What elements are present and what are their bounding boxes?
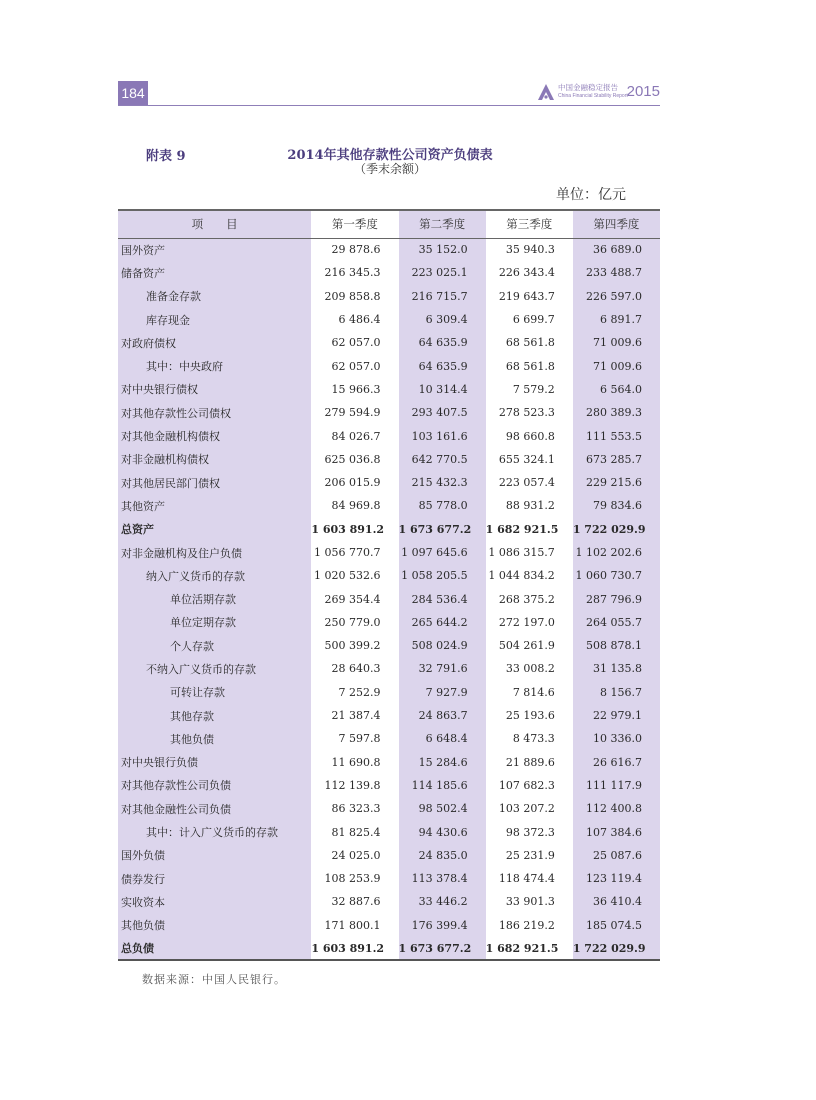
table-row <box>118 378 660 401</box>
row-label: 其中：中央政府 <box>118 354 311 377</box>
cell-q1: 269 354.4 <box>311 587 398 610</box>
table-row <box>118 611 660 634</box>
cell-q1: 1 603 891.2 <box>311 937 398 960</box>
cell-q1: 206 015.9 <box>311 471 398 494</box>
cell-q1: 32 887.6 <box>311 890 398 913</box>
cell-q1: 625 036.8 <box>311 448 398 471</box>
table-row <box>118 890 660 913</box>
cell-q1: 500 399.2 <box>311 634 398 657</box>
cell-q2: 1 673 677.2 <box>399 518 486 541</box>
cell-q4: 10 336.0 <box>573 727 660 750</box>
cell-q1: 86 323.3 <box>311 797 398 820</box>
cell-q3: 272 197.0 <box>486 611 573 634</box>
table-row <box>118 681 660 704</box>
cell-q1: 209 858.8 <box>311 285 398 308</box>
column-header: 项 目 <box>118 210 311 238</box>
row-label: 个人存款 <box>118 634 311 657</box>
cell-q2: 215 432.3 <box>399 471 486 494</box>
cell-q3: 98 372.3 <box>486 820 573 843</box>
balance-sheet-table <box>118 209 660 961</box>
cell-q3: 103 207.2 <box>486 797 573 820</box>
row-label: 对政府债权 <box>118 331 311 354</box>
cell-q4: 25 087.6 <box>573 844 660 867</box>
table-row <box>118 308 660 331</box>
cell-q3: 186 219.2 <box>486 914 573 937</box>
cell-q2: 114 185.6 <box>399 774 486 797</box>
unit-label: 单位：亿元 <box>556 187 626 203</box>
cell-q4: 1 060 730.7 <box>573 564 660 587</box>
table-row <box>118 564 660 587</box>
table-row <box>118 401 660 424</box>
cell-q2: 1 673 677.2 <box>399 937 486 960</box>
cell-q4: 280 389.3 <box>573 401 660 424</box>
table-row <box>118 820 660 843</box>
cell-q2: 265 644.2 <box>399 611 486 634</box>
cell-q1: 1 056 770.7 <box>311 541 398 564</box>
cell-q2: 64 635.9 <box>399 354 486 377</box>
table-row <box>118 797 660 820</box>
cell-q3: 655 324.1 <box>486 448 573 471</box>
cell-q4: 6 564.0 <box>573 378 660 401</box>
table-row <box>118 448 660 471</box>
cell-q3: 33 901.3 <box>486 890 573 913</box>
cell-q2: 176 399.4 <box>399 914 486 937</box>
cell-q3: 8 473.3 <box>486 727 573 750</box>
row-label: 对其他金融性公司负债 <box>118 797 311 820</box>
cell-q4: 6 891.7 <box>573 308 660 331</box>
cell-q3: 21 889.6 <box>486 751 573 774</box>
row-label: 国外资产 <box>118 238 311 261</box>
cell-q3: 33 008.2 <box>486 657 573 680</box>
cell-q2: 98 502.4 <box>399 797 486 820</box>
row-label: 对其他金融机构债权 <box>118 424 311 447</box>
column-header: 第一季度 <box>311 210 398 238</box>
cell-q3: 6 699.7 <box>486 308 573 331</box>
cell-q2: 7 927.9 <box>399 681 486 704</box>
cell-q4: 1 722 029.9 <box>573 937 660 960</box>
row-label: 单位活期存款 <box>118 587 311 610</box>
table-row <box>118 867 660 890</box>
row-label: 单位定期存款 <box>118 611 311 634</box>
row-label: 不纳入广义货币的存款 <box>118 657 311 680</box>
row-label: 对中央银行负债 <box>118 751 311 774</box>
row-label: 其他负债 <box>118 914 311 937</box>
logo-en-text: China Financial Stability Report <box>558 93 628 99</box>
cell-q3: 118 474.4 <box>486 867 573 890</box>
logo-year: 2015 <box>626 83 660 100</box>
cell-q1: 62 057.0 <box>311 354 398 377</box>
table-row <box>118 424 660 447</box>
row-label: 其中：计入广义货币的存款 <box>118 820 311 843</box>
cell-q3: 226 343.4 <box>486 261 573 284</box>
cell-q1: 21 387.4 <box>311 704 398 727</box>
cell-q4: 36 410.4 <box>573 890 660 913</box>
cell-q1: 28 640.3 <box>311 657 398 680</box>
table-row <box>118 518 660 541</box>
cell-q1: 1 603 891.2 <box>311 518 398 541</box>
cell-q1: 6 486.4 <box>311 308 398 331</box>
cell-q2: 508 024.9 <box>399 634 486 657</box>
row-label: 准备金存款 <box>118 285 311 308</box>
cell-q3: 68 561.8 <box>486 354 573 377</box>
cell-q4: 123 119.4 <box>573 867 660 890</box>
table-row <box>118 914 660 937</box>
cell-q1: 81 825.4 <box>311 820 398 843</box>
cell-q1: 7 252.9 <box>311 681 398 704</box>
cell-q4: 36 689.0 <box>573 238 660 261</box>
table-row <box>118 844 660 867</box>
table-row <box>118 541 660 564</box>
table-row <box>118 774 660 797</box>
cell-q4: 673 285.7 <box>573 448 660 471</box>
table-row <box>118 285 660 308</box>
cell-q4: 229 215.6 <box>573 471 660 494</box>
column-header: 第四季度 <box>573 210 660 238</box>
table-row <box>118 727 660 750</box>
table-row <box>118 471 660 494</box>
cell-q1: 216 345.3 <box>311 261 398 284</box>
cell-q4: 185 074.5 <box>573 914 660 937</box>
cell-q4: 111 117.9 <box>573 774 660 797</box>
cell-q2: 103 161.6 <box>399 424 486 447</box>
cell-q4: 71 009.6 <box>573 331 660 354</box>
cell-q4: 79 834.6 <box>573 494 660 517</box>
table-header-row <box>118 210 660 238</box>
cell-q3: 504 261.9 <box>486 634 573 657</box>
cell-q1: 11 690.8 <box>311 751 398 774</box>
cell-q3: 278 523.3 <box>486 401 573 424</box>
cell-q1: 15 966.3 <box>311 378 398 401</box>
cell-q2: 15 284.6 <box>399 751 486 774</box>
row-label: 对非金融机构及住户负债 <box>118 541 311 564</box>
cell-q2: 293 407.5 <box>399 401 486 424</box>
table-row <box>118 937 660 960</box>
cell-q4: 233 488.7 <box>573 261 660 284</box>
cell-q2: 216 715.7 <box>399 285 486 308</box>
cell-q2: 94 430.6 <box>399 820 486 843</box>
cell-q2: 113 378.4 <box>399 867 486 890</box>
row-label: 储备资产 <box>118 261 311 284</box>
table-row <box>118 634 660 657</box>
cell-q1: 84 969.8 <box>311 494 398 517</box>
cell-q1: 7 597.8 <box>311 727 398 750</box>
cell-q4: 1 722 029.9 <box>573 518 660 541</box>
table-row <box>118 657 660 680</box>
cell-q2: 24 835.0 <box>399 844 486 867</box>
cell-q3: 98 660.8 <box>486 424 573 447</box>
cell-q1: 250 779.0 <box>311 611 398 634</box>
cell-q3: 1 086 315.7 <box>486 541 573 564</box>
cell-q4: 8 156.7 <box>573 681 660 704</box>
table-row <box>118 354 660 377</box>
table-row <box>118 751 660 774</box>
table-subtitle: （季末余额） <box>353 162 426 176</box>
cell-q2: 223 025.1 <box>399 261 486 284</box>
cell-q4: 1 102 202.6 <box>573 541 660 564</box>
cell-q3: 1 682 921.5 <box>486 518 573 541</box>
cell-q1: 84 026.7 <box>311 424 398 447</box>
cell-q3: 223 057.4 <box>486 471 573 494</box>
column-header: 第三季度 <box>486 210 573 238</box>
cell-q4: 112 400.8 <box>573 797 660 820</box>
cell-q1: 62 057.0 <box>311 331 398 354</box>
cell-q1: 1 020 532.6 <box>311 564 398 587</box>
cell-q2: 32 791.6 <box>399 657 486 680</box>
cell-q1: 24 025.0 <box>311 844 398 867</box>
cell-q1: 108 253.9 <box>311 867 398 890</box>
row-label: 对非金融机构债权 <box>118 448 311 471</box>
cell-q1: 171 800.1 <box>311 914 398 937</box>
cell-q2: 64 635.9 <box>399 331 486 354</box>
cell-q2: 24 863.7 <box>399 704 486 727</box>
cell-q3: 7 814.6 <box>486 681 573 704</box>
appendix-label: 附表 9 <box>146 149 186 164</box>
cell-q2: 85 778.0 <box>399 494 486 517</box>
cell-q3: 268 375.2 <box>486 587 573 610</box>
cell-q1: 29 878.6 <box>311 238 398 261</box>
cell-q3: 107 682.3 <box>486 774 573 797</box>
page-number: 184 <box>118 81 148 105</box>
cell-q2: 6 309.4 <box>399 308 486 331</box>
row-label: 债券发行 <box>118 867 311 890</box>
cell-q2: 1 097 645.6 <box>399 541 486 564</box>
data-source-note: 数据来源：中国人民银行。 <box>142 973 286 986</box>
cell-q2: 35 152.0 <box>399 238 486 261</box>
cell-q1: 279 594.9 <box>311 401 398 424</box>
cell-q3: 7 579.2 <box>486 378 573 401</box>
table-body <box>118 238 660 960</box>
cell-q3: 219 643.7 <box>486 285 573 308</box>
cell-q4: 31 135.8 <box>573 657 660 680</box>
cell-q3: 25 193.6 <box>486 704 573 727</box>
cell-q4: 111 553.5 <box>573 424 660 447</box>
cell-q2: 1 058 205.5 <box>399 564 486 587</box>
cell-q1: 112 139.8 <box>311 774 398 797</box>
cell-q4: 264 055.7 <box>573 611 660 634</box>
logo-icon <box>536 83 556 103</box>
cell-q3: 88 931.2 <box>486 494 573 517</box>
cell-q3: 1 682 921.5 <box>486 937 573 960</box>
cell-q4: 287 796.9 <box>573 587 660 610</box>
page-header <box>118 81 660 106</box>
cell-q2: 642 770.5 <box>399 448 486 471</box>
row-label: 对其他存款性公司债权 <box>118 401 311 424</box>
row-label: 实收资本 <box>118 890 311 913</box>
report-logo <box>536 82 660 104</box>
row-label: 对其他存款性公司负债 <box>118 774 311 797</box>
cell-q4: 107 384.6 <box>573 820 660 843</box>
row-label: 纳入广义货币的存款 <box>118 564 311 587</box>
table-row <box>118 261 660 284</box>
table-row <box>118 587 660 610</box>
table-title: 2014年其他存款性公司资产负债表 <box>287 148 493 163</box>
table-row <box>118 238 660 261</box>
row-label: 总资产 <box>118 518 311 541</box>
cell-q3: 1 044 834.2 <box>486 564 573 587</box>
row-label: 库存现金 <box>118 308 311 331</box>
row-label: 总负债 <box>118 937 311 960</box>
row-label: 其他负债 <box>118 727 311 750</box>
table-row <box>118 704 660 727</box>
table-row <box>118 331 660 354</box>
cell-q3: 68 561.8 <box>486 331 573 354</box>
row-label: 国外负债 <box>118 844 311 867</box>
row-label: 可转让存款 <box>118 681 311 704</box>
row-label: 其他存款 <box>118 704 311 727</box>
row-label: 对其他居民部门债权 <box>118 471 311 494</box>
cell-q2: 10 314.4 <box>399 378 486 401</box>
cell-q4: 22 979.1 <box>573 704 660 727</box>
cell-q2: 33 446.2 <box>399 890 486 913</box>
cell-q2: 284 536.4 <box>399 587 486 610</box>
cell-q4: 508 878.1 <box>573 634 660 657</box>
cell-q2: 6 648.4 <box>399 727 486 750</box>
row-label: 对中央银行债权 <box>118 378 311 401</box>
cell-q3: 25 231.9 <box>486 844 573 867</box>
cell-q4: 26 616.7 <box>573 751 660 774</box>
logo-cn-text: 中国金融稳定报告 <box>558 83 618 92</box>
cell-q3: 35 940.3 <box>486 238 573 261</box>
cell-q4: 226 597.0 <box>573 285 660 308</box>
column-header: 第二季度 <box>399 210 486 238</box>
table-row <box>118 494 660 517</box>
row-label: 其他资产 <box>118 494 311 517</box>
cell-q4: 71 009.6 <box>573 354 660 377</box>
